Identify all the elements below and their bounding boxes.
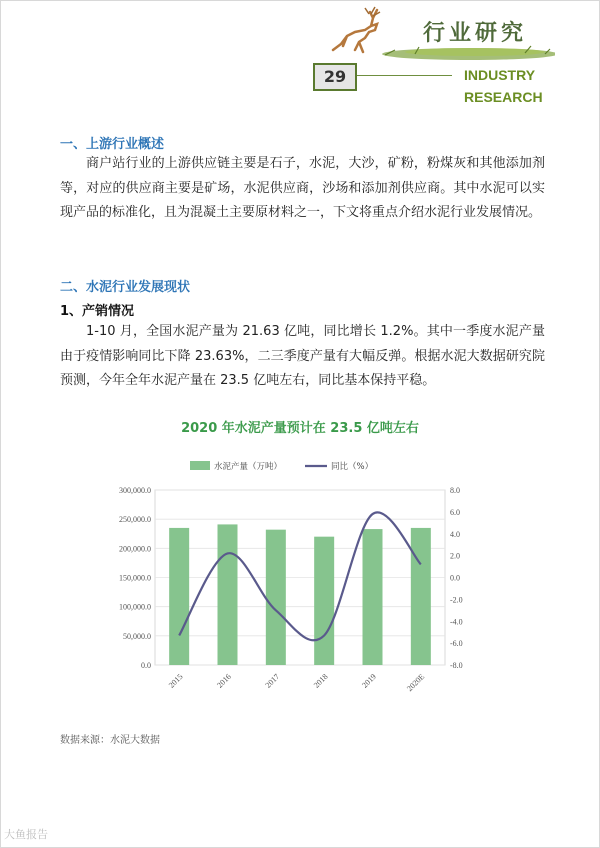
chart-title: 2020 年水泥产量预计在 23.5 亿吨左右 (181, 421, 419, 436)
y-right-tick-label: 4.0 (450, 529, 460, 539)
y-left-tick-label: 50,000.0 (123, 631, 151, 641)
y-left-tick-label: 150,000.0 (119, 573, 151, 583)
header-rule (357, 75, 452, 76)
research-label: RESEARCH (464, 89, 543, 105)
bar (314, 537, 334, 665)
bar (411, 528, 431, 665)
legend-line-label: 同比（%） (331, 462, 374, 472)
y-right-tick-label: 6.0 (450, 507, 460, 517)
y-right-tick-label: -4.0 (450, 617, 463, 627)
y-left-tick-label: 250,000.0 (119, 515, 151, 525)
y-right-tick-label: 0.0 (450, 573, 460, 583)
header-title: 行业研究 (423, 21, 528, 46)
x-tick-label: 2015 (166, 672, 185, 690)
y-left-tick-label: 300,000.0 (119, 486, 151, 495)
y-right-tick-label: -6.0 (450, 639, 463, 649)
section2-title: 二、水泥行业发展现状 (60, 280, 191, 295)
watermark: 大鱼报告 (4, 828, 48, 841)
y-left-tick-label: 200,000.0 (119, 544, 151, 554)
industry-label: INDUSTRY (464, 67, 536, 83)
industry-research-label (464, 64, 543, 108)
y-left-tick-label: 0.0 (141, 661, 151, 670)
source-note: 数据来源：水泥大数据 (60, 735, 160, 746)
bar (218, 524, 238, 665)
x-tick-label: 2017 (263, 672, 282, 690)
y-right-tick-label: -2.0 (450, 595, 463, 605)
section1-title: 一、上游行业概述 (60, 137, 165, 152)
page-number: 29 (313, 63, 357, 91)
x-tick-label: 2020E (405, 672, 427, 694)
y-left-tick-label: 100,000.0 (119, 602, 151, 612)
section2-subtitle: 1、产销情况 (60, 304, 135, 319)
x-tick-label: 2016 (215, 672, 233, 690)
x-tick-label: 2018 (311, 672, 330, 690)
y-right-tick-label: 2.0 (450, 551, 460, 561)
legend-bar-label: 水泥产量（万吨） (214, 462, 283, 472)
cement-production-chart (95, 450, 475, 715)
section1-paragraph: 商户站行业的上游供应链主要是石子，水泥，大沙，矿粉，粉煤灰和其他添加剂等，对应的供应商主要是矿场，水泥供应商，沙场和添加剂供应商。其中水泥可以实现产品的标准化，且为混凝土主要原材料之一，下文将重点介绍水泥行业发展情况。 (60, 156, 545, 220)
legend-bar-swatch (190, 461, 210, 470)
yoy-line (179, 512, 421, 640)
x-tick-label: 2019 (360, 672, 378, 690)
bar (169, 528, 189, 665)
bar (363, 529, 383, 665)
section2-paragraph: 1-10 月，全国水泥产量为 21.63 亿吨，同比增长 1.2%。其中一季度水泥产量由于疫情影响同比下降 23.63%，二三季度产量有大幅反弹。根据水泥大数据研究院预测，今年全年水泥产量在 23.5 亿吨左右，同比基本保持平稳。 (60, 324, 545, 388)
y-right-tick-label: 8.0 (450, 486, 460, 495)
y-right-tick-label: -8.0 (450, 661, 463, 670)
bar (266, 530, 286, 665)
